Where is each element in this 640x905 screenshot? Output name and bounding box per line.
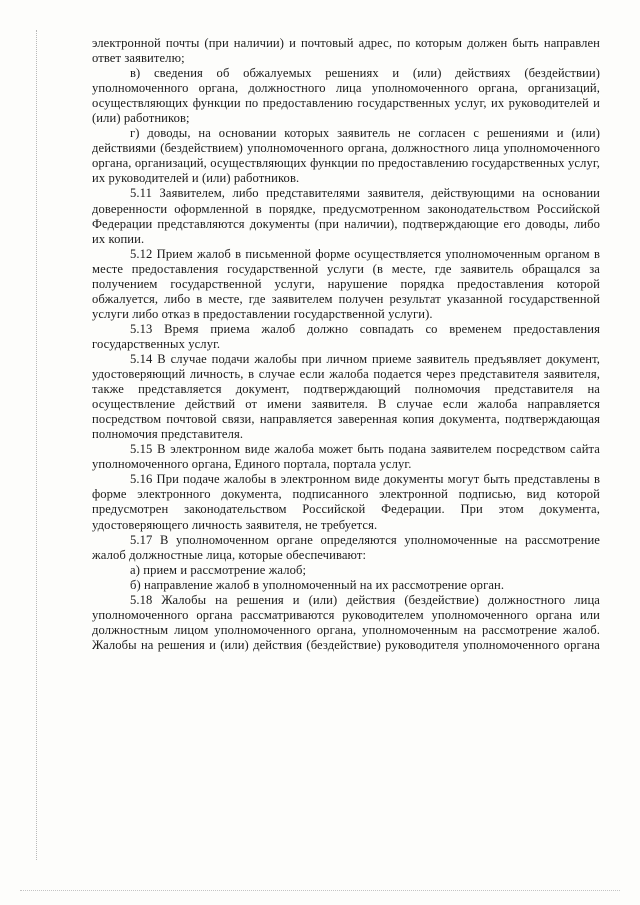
paragraph-item-v: в) сведения об обжалуемых решениях и (или) действиях (бездействии) уполномоченного органа, должностного лица уполномоченного органа, организаций, осуществляющих функции по предоставлению государственных услуг, их руководителей и (или) работников; [92,66,600,126]
paragraph-5-17: 5.17 В уполномоченном органе определяются уполномоченные на рассмотрение жалоб должностные лица, которые обеспечивают: [92,532,600,562]
paragraph-email-address: электронной почты (при наличии) и почтовый адрес, по которым должен быть направлен ответ заявителю; [92,36,600,66]
paragraph-item-a: а) прием и рассмотрение жалоб; [130,562,307,577]
paragraph-5-11: 5.11 Заявителем, либо представителями заявителя, действующими на основании доверенности оформленной в порядке, предусмотренном законодательством Российской Федерации представляются документы (при наличии), подтверждающие его доводы, либо их копии. [92,186,600,246]
document-body [92,36,600,653]
paragraph-5-16: 5.16 При подаче жалобы в электронном виде документы могут быть представлены в форме электронного документа, подписанного электронной подписью, вид которой предусмотрен законодательством Российской Федерации. При этом документа, удостоверяющего личность заявителя, не требуется. [92,472,600,532]
paragraph-5-14: 5.14 В случае подачи жалобы при личном приеме заявитель предъявляет документ, удостоверяющий личность, в случае если жалоба подается через представителя заявителя, также представляется документ, подтверждающий полномочия представителя на осуществление действий от имени заявителя. В случае если жалоба направляется посредством почтовой связи, направляется заверенная копия документа, подтверждающая полномочия представителя. [92,351,600,442]
paragraph-item-g: г) доводы, на основании которых заявитель не согласен с решениями и (или) действиями (бездействием) уполномоченного органа, должностного лица уполномоченного органа, организаций, осуществляющих функции по предоставлению государственных услуг, их руководителей и (или) работников. [92,126,600,186]
paragraph-5-13: 5.13 Время приема жалоб должно совпадать со временем предоставления государственных услуг. [92,321,600,351]
paragraph-5-12: 5.12 Прием жалоб в письменной форме осуществляется уполномоченным органом в месте предоставления государственной услуги (в месте, где заявитель обращался за получением государственной услуги, нарушение порядка предоставления которой обжалуется, либо в месте, где заявителем получен результат указанной государственной услуги либо отказ в предоставлении государственной услуги). [92,246,600,321]
paragraph-item-b: б) направление жалоб в уполномоченный на их рассмотрение орган. [130,577,505,592]
paragraph-5-18: 5.18 Жалобы на решения и (или) действия (бездействие) должностного лица уполномоченного органа рассматриваются руководителем уполномоченного органа или должностным лицом уполномоченного органа, уполномоченным на рассмотрение жалоб. Жалобы на решения и (или) действия (бездействие) руководителя уполномоченного органа [92,592,600,652]
paragraph-5-15: 5.15 В электронном виде жалоба может быть подана заявителем посредством сайта уполномоченного органа, Единого портала, портала услуг. [92,442,600,472]
scan-bottom-edge [20,890,620,891]
scan-left-edge [36,30,37,860]
